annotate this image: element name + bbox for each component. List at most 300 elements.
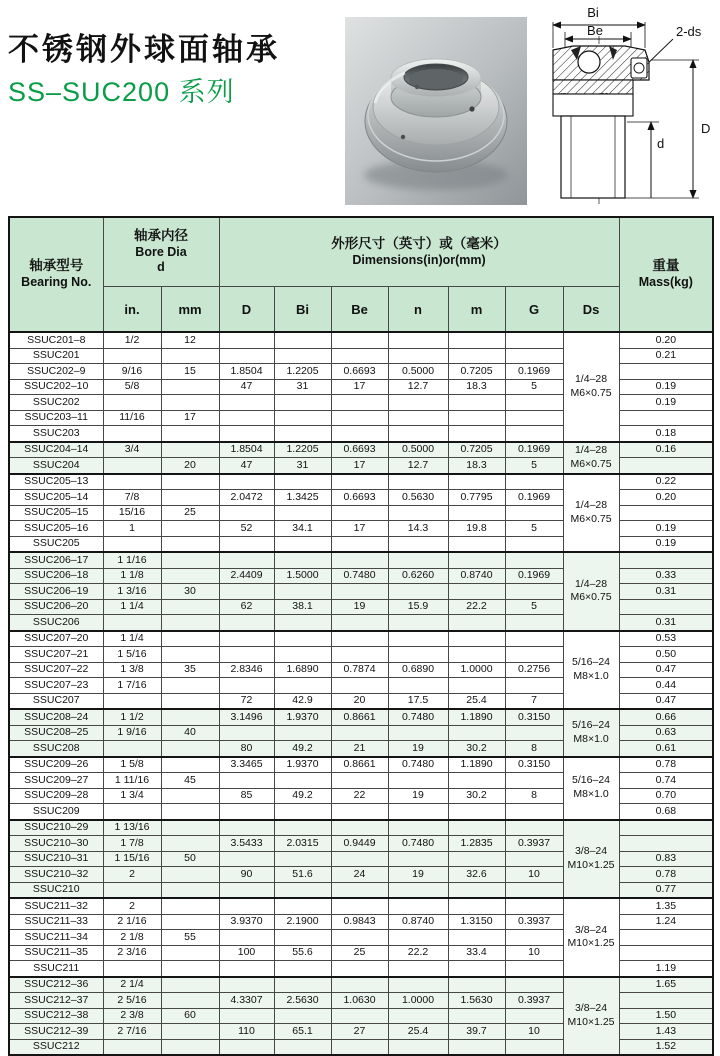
- bearing-group-SSUC206: [9, 552, 713, 631]
- cell-bore-mm: [161, 882, 219, 898]
- cell-dim-m: 30.2: [448, 741, 505, 757]
- cell-dim-D: 3.5433: [219, 836, 274, 852]
- cell-thread-Ds: 1/4–28 M6×0.75: [563, 442, 619, 474]
- cell-bore-mm: 50: [161, 851, 219, 867]
- cell-dim-D: [219, 426, 274, 442]
- cell-mass: 0.19: [619, 521, 713, 537]
- cell-mass: 0.74: [619, 773, 713, 789]
- cell-dim-m: [448, 426, 505, 442]
- cell-bore-in: 1 3/4: [103, 788, 161, 804]
- cell-dim-Bi: 1.3425: [274, 490, 331, 506]
- cell-thread-Ds: 1/4–28 M6×0.75: [563, 552, 619, 631]
- cell-dim-n: [388, 332, 448, 348]
- cell-dim-Be: 0.8661: [331, 709, 388, 725]
- cell-dim-D: 62: [219, 599, 274, 615]
- cell-dim-m: 22.2: [448, 599, 505, 615]
- cell-dim-n: [388, 882, 448, 898]
- cell-bore-in: [103, 882, 161, 898]
- cell-thread-Ds: 5/16–24 M8×1.0: [563, 709, 619, 757]
- bearing-group-SSUC212: [9, 977, 713, 1056]
- cell-dim-m: 1.1890: [448, 709, 505, 725]
- cell-dim-Be: [331, 961, 388, 977]
- cell-bearing-no: SSUC207–21: [9, 647, 103, 663]
- cell-dim-Be: 0.9843: [331, 914, 388, 930]
- cell-dim-m: 18.3: [448, 458, 505, 474]
- cell-bore-mm: [161, 631, 219, 647]
- table-row: [9, 820, 713, 836]
- header-col-m: m: [448, 287, 505, 333]
- cell-dim-Bi: 34.1: [274, 521, 331, 537]
- cell-dim-n: [388, 536, 448, 552]
- cell-dim-D: [219, 395, 274, 411]
- cell-mass: [619, 836, 713, 852]
- cell-bore-mm: [161, 741, 219, 757]
- cell-bearing-no: SSUC207–22: [9, 662, 103, 678]
- cell-dim-m: [448, 395, 505, 411]
- cell-bearing-no: SSUC207: [9, 693, 103, 709]
- cell-dim-m: 1.5630: [448, 993, 505, 1009]
- cell-dim-D: [219, 584, 274, 600]
- cell-dim-Bi: 51.6: [274, 867, 331, 883]
- cell-dim-D: [219, 882, 274, 898]
- cell-dim-D: [219, 773, 274, 789]
- cell-bore-mm: [161, 788, 219, 804]
- cell-bore-in: 1 7/16: [103, 678, 161, 694]
- cell-bearing-no: SSUC209–27: [9, 773, 103, 789]
- cell-dim-G: 0.3150: [505, 757, 563, 773]
- cell-dim-G: 0.3937: [505, 993, 563, 1009]
- table-row: [9, 474, 713, 490]
- cell-dim-Bi: 2.5630: [274, 993, 331, 1009]
- cell-bore-in: 1 7/8: [103, 836, 161, 852]
- cell-bearing-no: SSUC210–32: [9, 867, 103, 883]
- cell-bearing-no: SSUC212–38: [9, 1008, 103, 1024]
- cell-dim-G: 5: [505, 379, 563, 395]
- cell-dim-n: 19: [388, 788, 448, 804]
- cell-dim-m: [448, 977, 505, 993]
- cell-bore-in: 1 1/8: [103, 568, 161, 584]
- cell-dim-G: [505, 1039, 563, 1055]
- cell-dim-G: 10: [505, 1024, 563, 1040]
- cell-dim-G: [505, 961, 563, 977]
- cell-bore-mm: 20: [161, 458, 219, 474]
- cell-dim-Be: [331, 631, 388, 647]
- cell-bore-in: 2 1/4: [103, 977, 161, 993]
- cell-bore-mm: [161, 836, 219, 852]
- cell-bore-mm: [161, 348, 219, 364]
- cell-dim-Bi: 55.6: [274, 945, 331, 961]
- cell-dim-D: [219, 474, 274, 490]
- cell-dim-m: [448, 1039, 505, 1055]
- cell-dim-n: [388, 725, 448, 741]
- cell-thread-Ds: 1/4–28 M6×0.75: [563, 332, 619, 442]
- cell-dim-n: 12.7: [388, 379, 448, 395]
- cell-dim-m: [448, 820, 505, 836]
- cell-dim-Bi: [274, 536, 331, 552]
- table-row: [9, 709, 713, 725]
- cell-mass: 0.63: [619, 725, 713, 741]
- cell-dim-m: [448, 1008, 505, 1024]
- cell-dim-D: [219, 1039, 274, 1055]
- cell-dim-Be: 0.9449: [331, 836, 388, 852]
- cell-bearing-no: SSUC211–32: [9, 898, 103, 914]
- cell-mass: 0.18: [619, 426, 713, 442]
- cell-dim-Be: [331, 898, 388, 914]
- cell-dim-D: 3.9370: [219, 914, 274, 930]
- cell-dim-G: 0.1969: [505, 442, 563, 458]
- cell-dim-m: [448, 930, 505, 946]
- table-row: [9, 552, 713, 568]
- cell-bore-mm: [161, 552, 219, 568]
- cell-dim-Bi: [274, 725, 331, 741]
- cell-dim-m: 0.8740: [448, 568, 505, 584]
- cell-bore-mm: [161, 647, 219, 663]
- cell-bore-in: 1 5/16: [103, 647, 161, 663]
- cell-dim-D: [219, 678, 274, 694]
- cell-dim-D: [219, 631, 274, 647]
- cell-mass: 1.19: [619, 961, 713, 977]
- cell-mass: [619, 410, 713, 426]
- cell-dim-G: [505, 898, 563, 914]
- cell-dim-m: [448, 410, 505, 426]
- cell-mass: [619, 458, 713, 474]
- cell-dim-Bi: 49.2: [274, 788, 331, 804]
- cell-dim-Bi: [274, 332, 331, 348]
- cell-bore-in: 1 5/8: [103, 757, 161, 773]
- header-col-n: n: [388, 287, 448, 333]
- cell-bore-mm: [161, 977, 219, 993]
- cell-dim-D: [219, 1008, 274, 1024]
- cell-dim-m: [448, 615, 505, 631]
- header-col-G: G: [505, 287, 563, 333]
- cell-bore-mm: [161, 615, 219, 631]
- cell-dim-G: [505, 584, 563, 600]
- cell-bearing-no: SSUC204–14: [9, 442, 103, 458]
- cell-bearing-no: SSUC205–13: [9, 474, 103, 490]
- cell-dim-Bi: 1.9370: [274, 757, 331, 773]
- cell-bore-in: 2 5/16: [103, 993, 161, 1009]
- cell-dim-n: 0.6260: [388, 568, 448, 584]
- cell-thread-Ds: 1/4–28 M6×0.75: [563, 474, 619, 553]
- cell-bore-in: [103, 348, 161, 364]
- cell-dim-G: [505, 505, 563, 521]
- cell-bearing-no: SSUC211–33: [9, 914, 103, 930]
- cell-dim-Bi: [274, 552, 331, 568]
- cell-dim-Be: [331, 678, 388, 694]
- cell-bore-mm: [161, 993, 219, 1009]
- cell-mass: 0.53: [619, 631, 713, 647]
- cell-dim-Be: [331, 410, 388, 426]
- cell-dim-n: 0.6890: [388, 662, 448, 678]
- cell-dim-D: [219, 977, 274, 993]
- cell-bearing-no: SSUC209–26: [9, 757, 103, 773]
- cell-bore-mm: [161, 474, 219, 490]
- cell-dim-G: 10: [505, 945, 563, 961]
- cell-dim-n: [388, 1039, 448, 1055]
- cell-bore-mm: [161, 599, 219, 615]
- diagram-drawing: [531, 2, 719, 208]
- cell-dim-m: 0.7795: [448, 490, 505, 506]
- cell-dim-G: 0.3937: [505, 914, 563, 930]
- table-row: [9, 977, 713, 993]
- cell-dim-D: 90: [219, 867, 274, 883]
- cell-dim-m: [448, 647, 505, 663]
- cell-bore-mm: [161, 945, 219, 961]
- cell-mass: 1.35: [619, 898, 713, 914]
- cell-bearing-no: SSUC201: [9, 348, 103, 364]
- cell-dim-G: [505, 851, 563, 867]
- cell-dim-n: [388, 851, 448, 867]
- cell-mass: 0.77: [619, 882, 713, 898]
- cell-dim-D: [219, 851, 274, 867]
- cell-bearing-no: SSUC206–17: [9, 552, 103, 568]
- cell-bearing-no: SSUC212–36: [9, 977, 103, 993]
- cell-mass: 0.19: [619, 536, 713, 552]
- cell-bore-in: 1 11/16: [103, 773, 161, 789]
- cell-bore-mm: 45: [161, 773, 219, 789]
- cell-dim-D: 85: [219, 788, 274, 804]
- cell-dim-n: 19: [388, 741, 448, 757]
- cell-dim-G: 7: [505, 693, 563, 709]
- cell-dim-m: [448, 348, 505, 364]
- cell-dim-n: [388, 474, 448, 490]
- cell-dim-Bi: 1.9370: [274, 709, 331, 725]
- cell-dim-D: 2.4409: [219, 568, 274, 584]
- cell-dim-n: [388, 961, 448, 977]
- cell-bore-mm: 40: [161, 725, 219, 741]
- cell-bearing-no: SSUC211–35: [9, 945, 103, 961]
- cell-bearing-no: SSUC207–23: [9, 678, 103, 694]
- cell-bore-in: [103, 458, 161, 474]
- cell-dim-G: 0.3937: [505, 836, 563, 852]
- cell-bore-in: [103, 615, 161, 631]
- cell-dim-Be: [331, 584, 388, 600]
- cell-bore-in: [103, 1039, 161, 1055]
- cell-bearing-no: SSUC208–25: [9, 725, 103, 741]
- cell-bearing-no: SSUC205–14: [9, 490, 103, 506]
- cell-bearing-no: SSUC202–10: [9, 379, 103, 395]
- cell-bore-in: 5/8: [103, 379, 161, 395]
- cell-dim-G: 0.1969: [505, 568, 563, 584]
- cell-dim-n: 15.9: [388, 599, 448, 615]
- cell-bearing-no: SSUC210–30: [9, 836, 103, 852]
- cell-dim-Bi: [274, 505, 331, 521]
- cell-dim-m: [448, 631, 505, 647]
- cell-bore-in: 1 1/4: [103, 599, 161, 615]
- cell-mass: 0.31: [619, 615, 713, 631]
- cell-dim-n: [388, 678, 448, 694]
- cell-bore-in: 1 1/4: [103, 631, 161, 647]
- cell-dim-D: [219, 961, 274, 977]
- cell-dim-m: [448, 678, 505, 694]
- cell-mass: 0.16: [619, 442, 713, 458]
- bearing-group-SSUC210: [9, 820, 713, 899]
- cell-bore-in: 1 1/16: [103, 552, 161, 568]
- cell-mass: 0.50: [619, 647, 713, 663]
- cell-bore-mm: [161, 426, 219, 442]
- cell-dim-Bi: [274, 773, 331, 789]
- product-photo: [345, 17, 527, 205]
- cell-mass: 1.24: [619, 914, 713, 930]
- cell-dim-Bi: [274, 426, 331, 442]
- cell-bore-mm: 60: [161, 1008, 219, 1024]
- cell-dim-m: 0.7205: [448, 364, 505, 380]
- table-row: [9, 442, 713, 458]
- cell-dim-Be: 1.0630: [331, 993, 388, 1009]
- cell-dim-n: [388, 820, 448, 836]
- cell-dim-n: [388, 773, 448, 789]
- cell-dim-Bi: 38.1: [274, 599, 331, 615]
- cell-dim-D: [219, 615, 274, 631]
- cell-dim-Bi: [274, 474, 331, 490]
- bearing-group-SSUC211: [9, 898, 713, 977]
- cell-dim-G: [505, 882, 563, 898]
- cell-dim-D: 1.8504: [219, 442, 274, 458]
- cell-bore-mm: [161, 693, 219, 709]
- cell-bore-in: 1 3/8: [103, 662, 161, 678]
- table-row: [9, 898, 713, 914]
- cell-dim-m: 32.6: [448, 867, 505, 883]
- cell-dim-D: [219, 332, 274, 348]
- cell-dim-D: 3.3465: [219, 757, 274, 773]
- cell-bore-in: 2 1/16: [103, 914, 161, 930]
- cell-dim-G: 5: [505, 599, 563, 615]
- cell-mass: 0.19: [619, 379, 713, 395]
- cell-dim-Bi: 65.1: [274, 1024, 331, 1040]
- cell-dim-m: 19.8: [448, 521, 505, 537]
- cell-dim-G: 10: [505, 867, 563, 883]
- cell-dim-Bi: 2.1900: [274, 914, 331, 930]
- cell-bore-mm: 35: [161, 662, 219, 678]
- cell-dim-m: [448, 332, 505, 348]
- cell-dim-Bi: [274, 410, 331, 426]
- cell-bore-mm: [161, 568, 219, 584]
- cell-bearing-no: SSUC205–16: [9, 521, 103, 537]
- cell-dim-m: [448, 961, 505, 977]
- cell-dim-G: 8: [505, 741, 563, 757]
- cell-mass: 0.47: [619, 662, 713, 678]
- cell-bore-mm: [161, 867, 219, 883]
- cell-dim-m: 33.4: [448, 945, 505, 961]
- cell-dim-D: [219, 820, 274, 836]
- cell-dim-D: 52: [219, 521, 274, 537]
- cell-dim-n: [388, 410, 448, 426]
- cell-bore-in: [103, 741, 161, 757]
- cell-dim-Be: 25: [331, 945, 388, 961]
- cell-dim-G: 0.3150: [505, 709, 563, 725]
- cell-dim-Be: [331, 647, 388, 663]
- cell-bore-mm: [161, 961, 219, 977]
- header-dims-en: Dimensions(in)or(mm): [352, 252, 486, 267]
- cell-bore-in: [103, 474, 161, 490]
- cell-dim-D: [219, 410, 274, 426]
- cell-mass: 0.20: [619, 332, 713, 348]
- cell-bearing-no: SSUC204: [9, 458, 103, 474]
- cell-dim-Bi: [274, 1039, 331, 1055]
- cell-bore-in: 9/16: [103, 364, 161, 380]
- cell-bearing-no: SSUC202: [9, 395, 103, 411]
- cell-bearing-no: SSUC207–20: [9, 631, 103, 647]
- label-D: D: [701, 121, 711, 136]
- cell-dim-G: [505, 773, 563, 789]
- cell-bearing-no: SSUC210–31: [9, 851, 103, 867]
- cell-dim-m: [448, 474, 505, 490]
- cell-dim-Bi: 49.2: [274, 741, 331, 757]
- cell-dim-Bi: [274, 961, 331, 977]
- cell-dim-Bi: [274, 615, 331, 631]
- cell-bearing-no: SSUC206–19: [9, 584, 103, 600]
- cell-dim-Be: [331, 851, 388, 867]
- cell-mass: [619, 993, 713, 1009]
- table-header: [9, 217, 713, 332]
- cell-dim-n: [388, 505, 448, 521]
- cell-dim-Bi: [274, 678, 331, 694]
- cell-bore-mm: [161, 898, 219, 914]
- cell-mass: 0.78: [619, 867, 713, 883]
- cell-dim-G: 8: [505, 788, 563, 804]
- cell-bearing-no: SSUC211: [9, 961, 103, 977]
- cell-dim-D: [219, 536, 274, 552]
- cell-bore-mm: [161, 1024, 219, 1040]
- cell-dim-Be: [331, 820, 388, 836]
- cell-bore-in: 2: [103, 898, 161, 914]
- table-row: [9, 757, 713, 773]
- cell-dim-n: 17.5: [388, 693, 448, 709]
- header-col-Bi: Bi: [274, 287, 331, 333]
- cell-mass: 0.78: [619, 757, 713, 773]
- cell-dim-Bi: 1.2205: [274, 364, 331, 380]
- cell-dim-Be: 0.6693: [331, 364, 388, 380]
- cell-bearing-no: SSUC202–9: [9, 364, 103, 380]
- cell-bore-in: 2: [103, 867, 161, 883]
- cell-dim-n: 25.4: [388, 1024, 448, 1040]
- cell-mass: 0.20: [619, 490, 713, 506]
- cell-dim-m: [448, 882, 505, 898]
- cell-thread-Ds: 5/16–24 M8×1.0: [563, 757, 619, 820]
- cell-dim-n: [388, 647, 448, 663]
- cell-mass: 1.50: [619, 1008, 713, 1024]
- table-row: [9, 631, 713, 647]
- cell-dim-D: 47: [219, 458, 274, 474]
- cell-bore-mm: 12: [161, 332, 219, 348]
- header-unit-in: in.: [103, 287, 161, 333]
- cell-mass: 0.21: [619, 348, 713, 364]
- cell-dim-D: 2.0472: [219, 490, 274, 506]
- cell-dim-Be: [331, 615, 388, 631]
- cell-dim-m: [448, 584, 505, 600]
- cell-dim-Be: 24: [331, 867, 388, 883]
- header-col-Ds: Ds: [563, 287, 619, 333]
- cell-bore-in: [103, 804, 161, 820]
- cell-dim-G: [505, 930, 563, 946]
- cell-dim-Be: [331, 474, 388, 490]
- cell-dim-G: [505, 410, 563, 426]
- cell-dim-n: [388, 584, 448, 600]
- cell-bearing-no: SSUC212: [9, 1039, 103, 1055]
- cell-dim-m: 1.0000: [448, 662, 505, 678]
- cell-dim-G: [505, 426, 563, 442]
- cell-dim-n: [388, 615, 448, 631]
- header-bearing-no: [9, 217, 103, 332]
- cell-dim-D: [219, 647, 274, 663]
- cell-dim-m: 1.3150: [448, 914, 505, 930]
- header-bore-cn: 轴承内径: [134, 227, 188, 243]
- cell-dim-G: 0.2756: [505, 662, 563, 678]
- cell-dim-Bi: 42.9: [274, 693, 331, 709]
- cell-bearing-no: SSUC206–20: [9, 599, 103, 615]
- cell-bore-mm: 17: [161, 410, 219, 426]
- cell-bore-mm: 25: [161, 505, 219, 521]
